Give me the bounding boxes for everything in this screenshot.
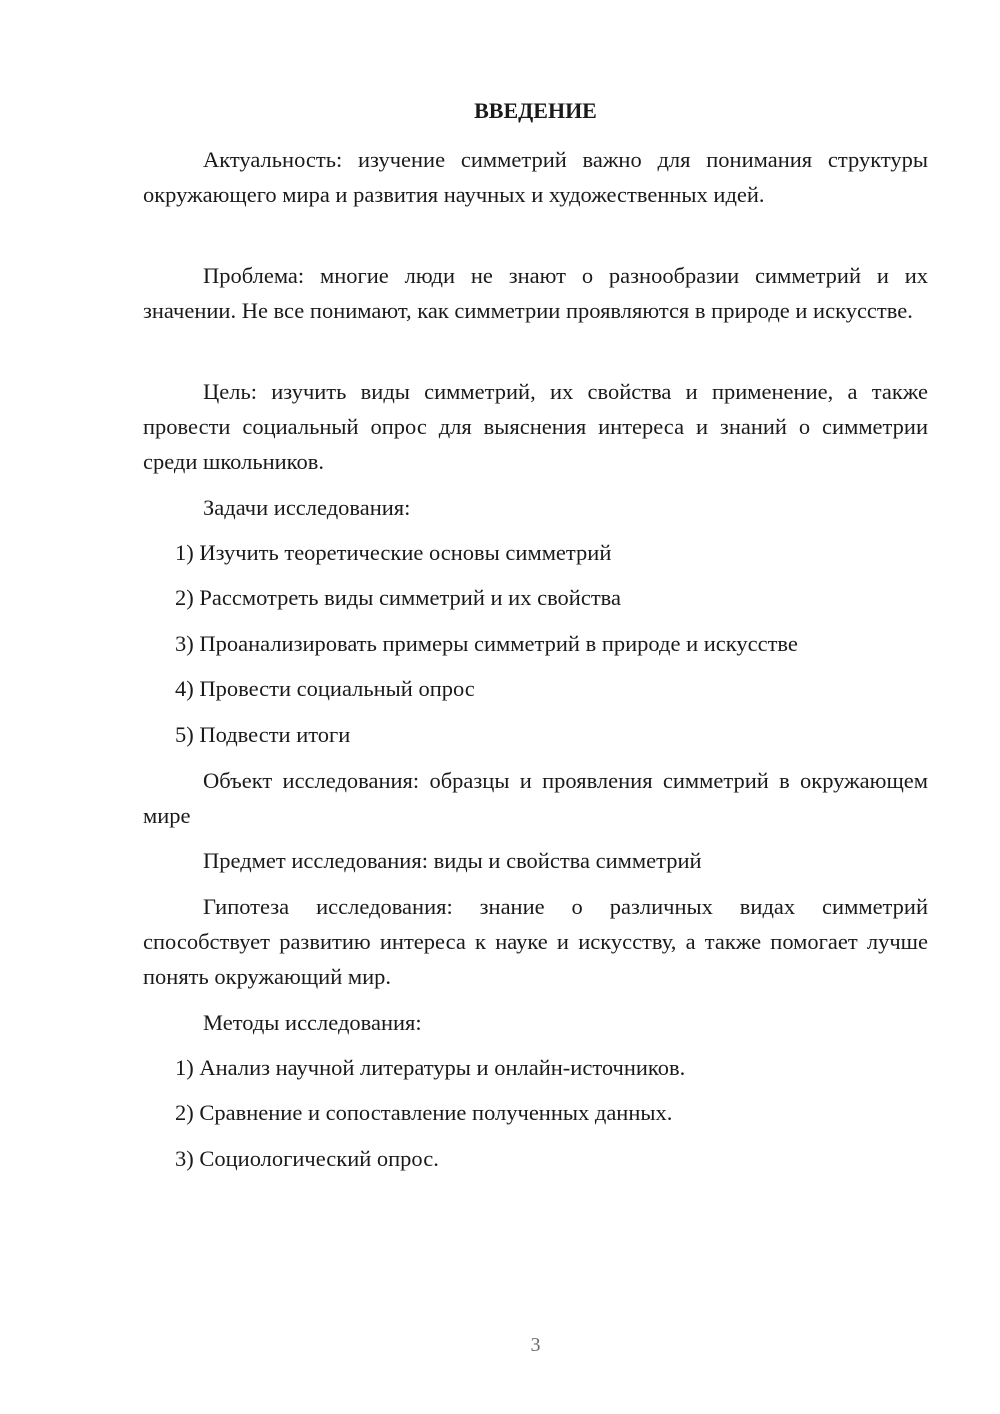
methods-heading: Методы исследования:: [203, 1010, 422, 1035]
paragraph-goal: Цель: изучить виды симметрий, их свойства и применение, а также провести социальный опрос для выяснения интереса и знаний о симметрии среди школьников.: [143, 379, 928, 474]
paragraph-relevance: Актуальность: изучение симметрий важно для понимания структуры окружающего мира и развития научных и художественных идей.: [143, 147, 928, 207]
page-number: 3: [530, 1334, 541, 1356]
page-title: ВВЕДЕНИЕ: [474, 98, 597, 123]
document-page: [143, 0, 928, 1414]
task-item-4: 4) Провести социальный опрос: [175, 676, 475, 701]
task-item-1: 1) Изучить теоретические основы симметрий: [175, 540, 612, 565]
method-item-2: 2) Сравнение и сопоставление полученных данных.: [175, 1100, 673, 1125]
paragraph-hypothesis: Гипотеза исследования: знание о различных видах симметрий способствует развитию интереса к науке и искусству, а также помогает лучше понять окружающий мир.: [143, 894, 928, 989]
method-item-1: 1) Анализ научной литературы и онлайн-источников.: [175, 1055, 686, 1080]
task-item-2: 2) Рассмотреть виды симметрий и их свойства: [175, 585, 621, 610]
task-item-3: 3) Проанализировать примеры симметрий в природе и искусстве: [175, 631, 798, 656]
paragraph-object: Объект исследования: образцы и проявления симметрий в окружающем мире: [143, 768, 928, 828]
task-item-5: 5) Подвести итоги: [175, 722, 351, 747]
paragraph-subject: Предмет исследования: виды и свойства симметрий: [203, 848, 702, 873]
method-item-3: 3) Социологический опрос.: [175, 1146, 439, 1171]
paragraph-problem: Проблема: многие люди не знают о разнообразии симметрий и их значении. Не все понимают, как симметрии проявляются в природе и искусстве.: [143, 263, 928, 323]
tasks-heading: Задачи исследования:: [203, 495, 411, 520]
